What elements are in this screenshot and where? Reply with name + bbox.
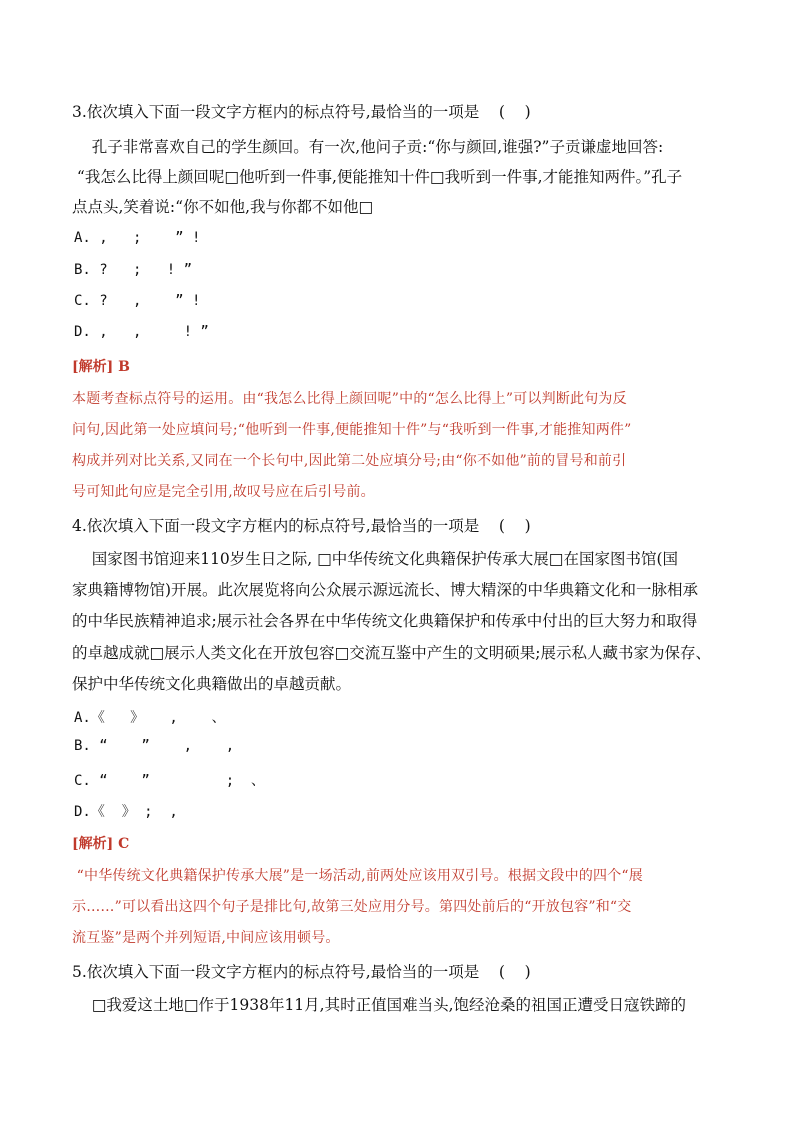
question-4-paragraph-line: 家典籍博物馆)开展。此次展览将向公众展示源远流长、博大精深的中华典籍文化和一脉相承: [72, 581, 699, 599]
question-5-title: 5.依次填入下面一段文字方框内的标点符号,最恰当的一项是 ( ): [72, 963, 531, 981]
question-3-explanation-line: 号可知此句应是完全引用,故叹号应在后引号前。: [72, 484, 375, 500]
question-4-paragraph-line: 的中华民族精神追求;展示社会各界在中华传统文化典籍保护和传承中付出的巨大努力和取得: [72, 612, 698, 630]
question-3-option-a: A. , ; ” !: [74, 230, 201, 246]
question-3-option-d: D. , , ! ”: [74, 324, 209, 340]
question-4-paragraph-line: 保护中华传统文化典籍做出的卓越贡献。: [72, 675, 352, 693]
question-4-title: 4.依次填入下面一段文字方框内的标点符号,最恰当的一项是 ( ): [72, 517, 531, 535]
question-3-title: 3.依次填入下面一段文字方框内的标点符号,最恰当的一项是 ( ): [72, 103, 531, 121]
question-4-option-c: C. “ ” ; 、: [74, 773, 266, 789]
question-3-answer: [解析] B: [72, 359, 130, 375]
question-4-answer: [解析] C: [72, 836, 130, 852]
question-3-explanation-line: 本题考查标点符号的运用。由“我怎么比得上颜回呢”中的“怎么比得上”可以判断此句为反: [72, 391, 627, 407]
question-3-explanation-line: 构成并列对比关系,又同在一个长句中,因此第二处应填分号;由“你不如他”前的冒号和前引: [72, 453, 627, 469]
question-4-option-d: D.《 》 ; ,: [74, 804, 178, 820]
question-4-paragraph-line: 国家图书馆迎来110岁生日之际, □中华传统文化典籍保护传承大展□在国家图书馆(国: [72, 550, 678, 568]
question-3-paragraph-line: 点点头,笑着说:“你不如他,我与你都不如他□: [72, 198, 374, 216]
question-4-option-a: A.《 》 , 、: [74, 710, 226, 726]
question-4-explanation-line: “中华传统文化典籍保护传承大展”是一场活动,前两处应该用双引号。根据文段中的四个“展: [72, 868, 643, 884]
question-3-option-c: C. ? , ” !: [74, 293, 201, 309]
question-5-paragraph-line: □我爱这土地□作于1938年11月,其时正值国难当头,饱经沧桑的祖国正遭受日寇铁蹄的: [72, 996, 687, 1014]
question-4-explanation-line: 流互鉴”是两个并列短语,中间应该用顿号。: [72, 930, 340, 946]
question-4-option-b: B. “ ” , ,: [74, 738, 235, 754]
question-3-option-b: B. ? ; ! ”: [74, 262, 193, 278]
question-3-paragraph-line: “我怎么比得上颜回呢□他听到一件事,便能推知十件□我听到一件事,才能推知两件。”孔子: [72, 168, 683, 186]
question-4-explanation-line: 示……”可以看出这四个句子是排比句,故第三处应用分号。第四处前后的“开放包容”和“交: [72, 899, 632, 915]
question-3-explanation-line: 问句,因此第一处应填问号;“他听到一件事,便能推知十件”与“我听到一件事,才能推知两件”: [72, 422, 632, 438]
question-4-paragraph-line: 的卓越成就□展示人类文化在开放包容□交流互鉴中产生的文明硕果;展示私人藏书家为保存、: [72, 644, 712, 662]
question-3-paragraph-line: 孔子非常喜欢自己的学生颜回。有一次,他问子贡:“你与颜回,谁强?”子贡谦虚地回答:: [72, 138, 664, 156]
